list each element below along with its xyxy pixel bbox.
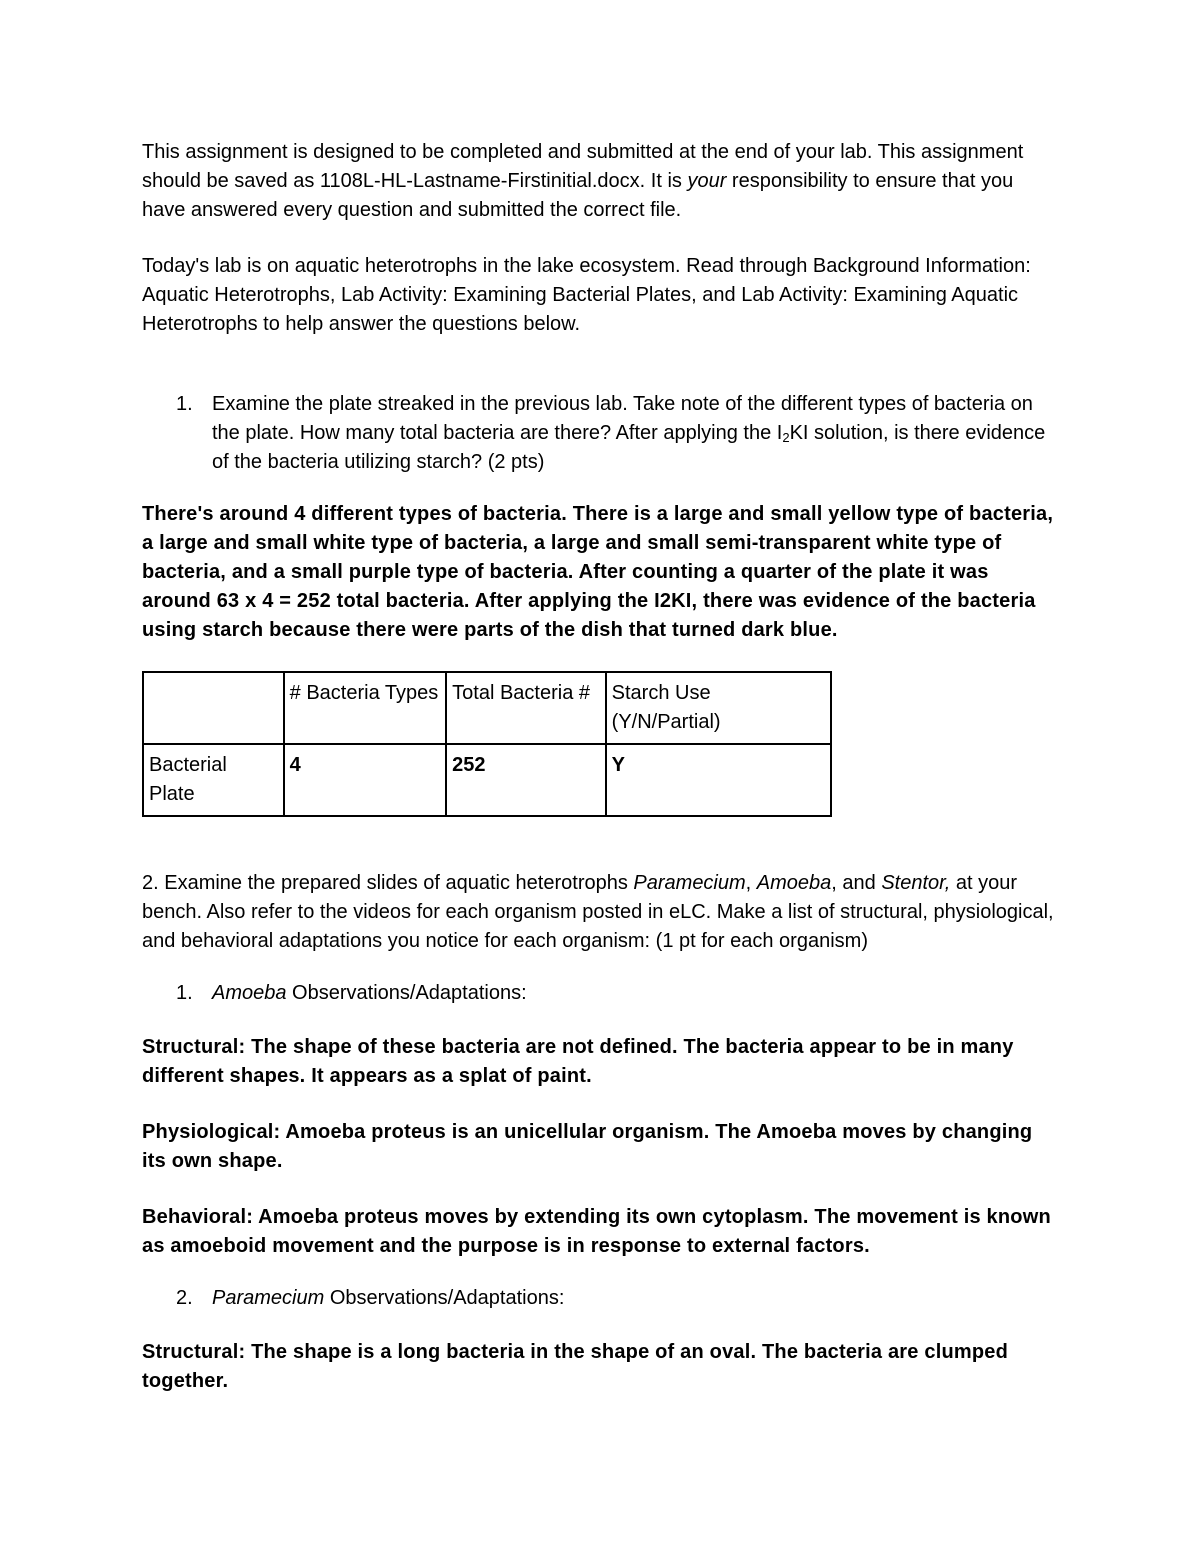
table-header-cell: Starch Use (Y/N/Partial) <box>606 672 831 744</box>
table-row <box>143 744 831 816</box>
observations-label: Observations/Adaptations: <box>324 1287 565 1309</box>
table-header-cell <box>143 672 284 744</box>
intro-paragraph <box>142 138 1062 225</box>
question-2-intro: 2. Examine the prepared slides of aquatic heterotrophs Paramecium, Amoeba, and Stentor, at your bench. Also refer to the videos for each organism posted in eLC. Make a list of structural, physiological, and behavioral adaptations you notice for each organism: (1 pt for each organism) <box>142 872 1054 952</box>
sub-question-amoeba <box>142 979 1062 1008</box>
amoeba-physiological: Physiological: Amoeba proteus is an unicellular organism. The Amoeba moves by changing its own shape. <box>142 1121 1033 1172</box>
sub-question-paramecium <box>142 1284 1062 1313</box>
sub-question-number: 2. <box>176 1287 193 1309</box>
table-cell: 4 <box>284 744 446 816</box>
amoeba-behavioral: Behavioral: Amoeba proteus moves by extending its own cytoplasm. The movement is known as amoeboid movement and the purpose is in response to external factors. <box>142 1206 1051 1257</box>
table-header-row <box>143 672 831 744</box>
question-1-answer: There's around 4 different types of bacteria. There is a large and small yellow type of bacteria, a large and small white type of bacteria, a large and small semi-transparent white type of bacteria, and a small purple type of bacteria. After counting a quarter of the plate it was around 63 x 4 = 252 total bacteria. After applying the I2KI, there was evidence of the bacteria using starch because there were parts of the dish that turned dark blue. <box>142 503 1054 641</box>
bacteria-table <box>142 671 832 817</box>
document-page <box>142 138 1062 1396</box>
table-header-cell: # Bacteria Types <box>284 672 446 744</box>
observations-label: Observations/Adaptations: <box>286 982 527 1004</box>
question-1 <box>142 390 1062 477</box>
table-row-label: Bacterial Plate <box>143 744 284 816</box>
paramecium-structural: Structural: The shape is a long bacteria in the shape of an oval. The bacteria are clumped together. <box>142 1341 1009 1392</box>
lab-topic-paragraph: Today's lab is on aquatic heterotrophs in the lake ecosystem. Read through Background Information: Aquatic Heterotrophs, Lab Activity: Examining Bacterial Plates, and Lab Activity: Examining Aquatic Heterotrophs to help answer the questions below. <box>142 255 1031 335</box>
intro-text-a: This assignment is designed to be completed and submitted at the end of your lab. This assignment should be saved as 1108L-HL-Lastname-Firstinitial.docx. It is <box>142 141 1024 192</box>
amoeba-structural: Structural: The shape of these bacteria are not defined. The bacteria appear to be in many different shapes. It appears as a splat of paint. <box>142 1036 1014 1087</box>
organism-name: Amoeba <box>212 982 287 1004</box>
question-1-number: 1. <box>176 393 193 415</box>
organism-name: Paramecium <box>212 1287 325 1309</box>
intro-text-b: responsibility to ensure that you have answered every question and submitted the correct file. <box>142 170 1014 221</box>
table-header-cell: Total Bacteria # <box>446 672 606 744</box>
table-cell: 252 <box>446 744 606 816</box>
sub-question-number: 1. <box>176 982 193 1004</box>
table-cell: Y <box>606 744 831 816</box>
question-1-text: Examine the plate streaked in the previous lab. Take note of the different types of bacteria on the plate. How many total bacteria are there? After applying the $I_2KI$ solution, is there evidence of the bacteria utilizing starch? (2 pts) <box>212 393 1046 473</box>
intro-emphasis: your <box>687 170 727 192</box>
